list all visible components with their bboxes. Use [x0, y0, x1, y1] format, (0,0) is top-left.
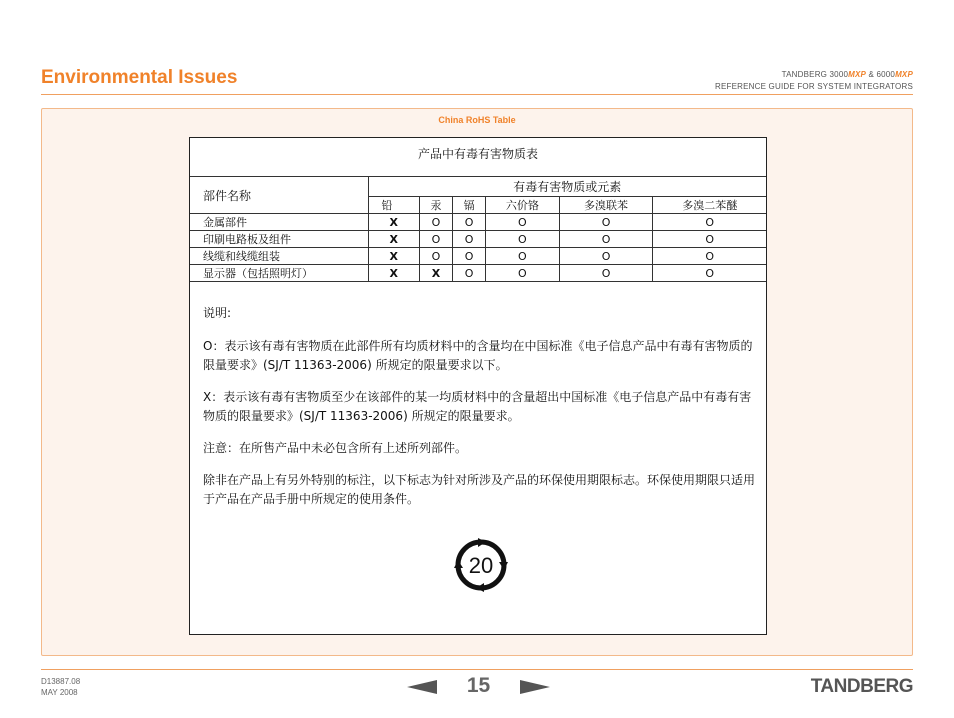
content-frame — [41, 108, 913, 656]
doc-number: D13887.08 — [41, 677, 81, 686]
mark-cell: X — [368, 214, 419, 231]
recycle-20-icon — [452, 536, 510, 594]
mark-cell: O — [653, 248, 766, 265]
page-title: Environmental Issues — [41, 67, 238, 88]
note-x: X：表示该有毒有害物质至少在该部件的某一均质材料中的含量超出中国标准《电子信息产品中有毒有害物质的限量要求》(SJ/T 11363-2006) 所规定的限量要求。 — [203, 390, 752, 423]
part-name: 线缆和线缆组装 — [190, 248, 368, 265]
section-label: China RoHS Table — [438, 115, 516, 125]
header-divider — [41, 94, 913, 95]
mark-cell: X — [368, 231, 419, 248]
rohs-title: 产品中有毒有害物质表 — [417, 147, 538, 161]
arrow-right-icon[interactable] — [520, 680, 550, 694]
pager — [407, 674, 550, 700]
mark-cell: O — [559, 214, 653, 231]
footer-divider — [41, 669, 913, 670]
mark-cell: O — [653, 231, 766, 248]
substance-header: 汞 — [419, 197, 452, 214]
mark-cell: O — [653, 265, 766, 282]
notes-title: 说明: — [203, 306, 232, 320]
part-column-header: 部件名称 — [190, 177, 368, 214]
notes — [190, 282, 766, 509]
guide-name: REFERENCE GUIDE FOR SYSTEM INTEGRATORS — [715, 82, 913, 91]
mark-cell: O — [453, 265, 486, 282]
mark-cell: O — [486, 248, 560, 265]
table-row — [190, 248, 766, 265]
mark-cell: O — [419, 214, 452, 231]
product-line-mxp-2: MXP — [895, 70, 913, 79]
product-line-mxp-1: MXP — [848, 70, 867, 79]
substance-header: 六价铬 — [486, 197, 560, 214]
mark-cell: X — [368, 265, 419, 282]
mark-cell: O — [559, 231, 653, 248]
product-line-mid: & 6000 — [868, 70, 896, 79]
mark-cell: O — [419, 248, 452, 265]
mark-cell: O — [486, 214, 560, 231]
table-row — [190, 214, 766, 231]
mark-cell: O — [559, 265, 653, 282]
note-epup: 除非在产品上有另外特别的标注，以下标志为针对所涉及产品的环保使用期限标志。环保使用期限只适用于产品在产品手册中所规定的使用条件。 — [203, 473, 756, 506]
mark-cell: O — [453, 248, 486, 265]
substance-header: 多溴联苯 — [559, 197, 653, 214]
table-header-row — [190, 177, 766, 197]
mark-cell: O — [559, 248, 653, 265]
doc-date: MAY 2008 — [41, 688, 78, 697]
product-line-prefix: TANDBERG 3000 — [781, 70, 849, 79]
mark-cell: O — [486, 231, 560, 248]
mark-cell: O — [453, 231, 486, 248]
mark-cell: X — [368, 248, 419, 265]
mark-cell: O — [453, 214, 486, 231]
mark-cell: O — [653, 214, 766, 231]
substance-header: 镉 — [453, 197, 486, 214]
table-row — [190, 231, 766, 248]
rohs-table — [190, 176, 766, 282]
document-id — [41, 676, 80, 698]
substance-header: 多溴二苯醚 — [653, 197, 766, 214]
epup-years: 20 — [468, 553, 494, 578]
page-number: 15 — [466, 674, 491, 697]
part-name: 金属部件 — [190, 214, 368, 231]
part-name: 印刷电路板及组件 — [190, 231, 368, 248]
part-name: 显示器（包括照明灯） — [190, 265, 368, 282]
mark-cell: O — [419, 231, 452, 248]
table-row — [190, 265, 766, 282]
substance-group-header: 有毒有害物质或元素 — [368, 177, 766, 197]
brand-logo: TANDBERG — [810, 676, 913, 697]
product-line — [715, 69, 913, 81]
mark-cell: O — [486, 265, 560, 282]
substance-header: 铅 — [368, 197, 419, 214]
note-o: O：表示该有毒有害物质在此部件所有均质材料中的含量均在中国标准《电子信息产品中有毒有害物质的限量要求》(SJ/T 11363-2006) 所规定的限量要求以下。 — [203, 339, 753, 372]
document-reference — [715, 69, 913, 93]
note-caution: 注意：在所售产品中未必包含所有上述所列部件。 — [203, 441, 468, 455]
mark-cell: X — [419, 265, 452, 282]
rohs-document — [189, 137, 767, 635]
